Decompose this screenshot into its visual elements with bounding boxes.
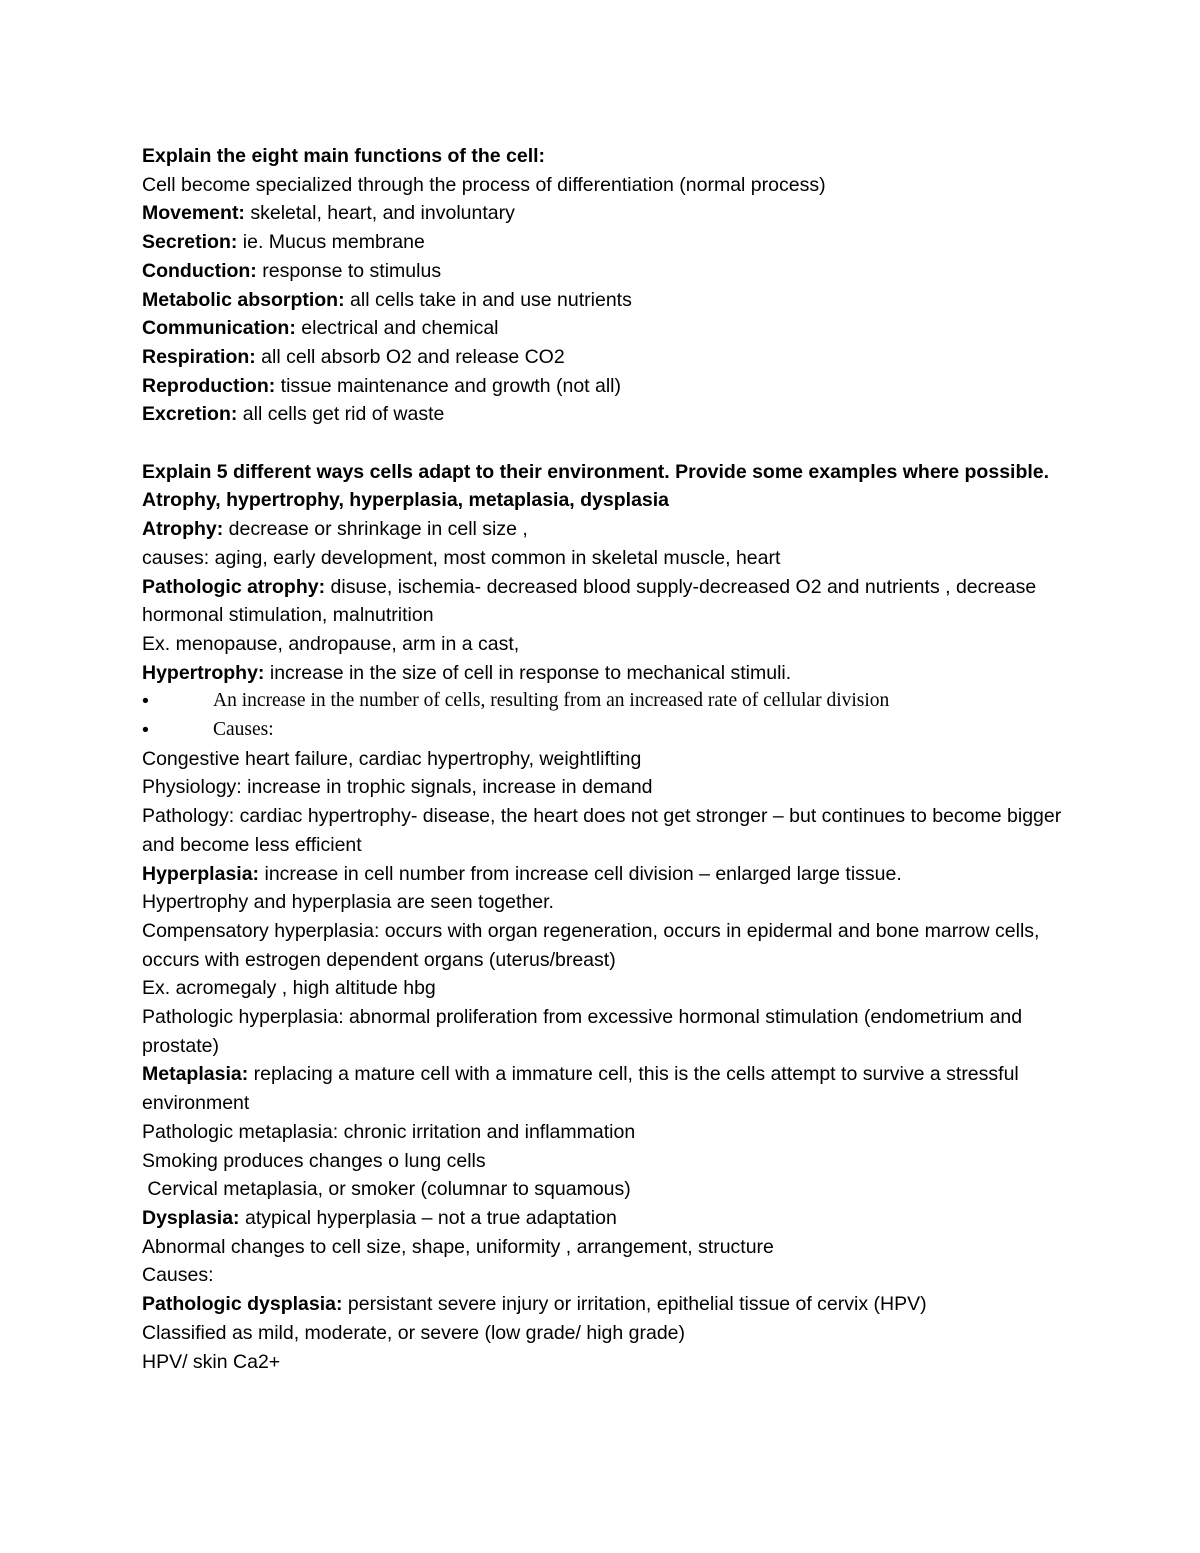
function-text: all cell absorb O2 and release CO2 <box>255 345 565 368</box>
function-item <box>142 257 1062 286</box>
section2-heading: Explain 5 different ways cells adapt to their environment. Provide some examples where possible. <box>142 460 1050 483</box>
hypertrophy-text: increase in the size of cell in response to mechanical stimuli. <box>264 661 792 684</box>
function-term: Conduction: <box>142 259 257 282</box>
pathologic-dysplasia-text: persistant severe injury or irritation, epithelial tissue of cervix (HPV) <box>342 1293 927 1316</box>
function-term: Excretion: <box>142 403 238 426</box>
text-line: Pathology: cardiac hypertrophy- disease, the heart does not get stronger – but continues to become bigger and become less efficient <box>142 805 1062 856</box>
text-line: HPV/ skin Ca2+ <box>142 1350 281 1373</box>
atrophy-example: Ex. menopause, andropause, arm in a cast, <box>142 632 520 655</box>
adaptation-list: Atrophy, hypertrophy, hyperplasia, metaplasia, dysplasia <box>142 489 670 512</box>
function-item <box>142 199 1062 228</box>
metaplasia-term: Metaplasia: <box>142 1063 249 1086</box>
function-item <box>142 372 1062 401</box>
function-text: all cells take in and use nutrients <box>344 288 632 311</box>
function-term: Communication: <box>142 317 296 340</box>
section1-intro: Cell become specialized through the process of differentiation (normal process) <box>142 173 826 196</box>
function-item <box>142 286 1062 315</box>
hyperplasia-definition <box>142 860 1062 889</box>
function-term: Respiration: <box>142 345 256 368</box>
text-line: Abnormal changes to cell size, shape, uniformity , arrangement, structure <box>142 1235 774 1258</box>
dysplasia-text: atypical hyperplasia – not a true adaptation <box>239 1207 617 1229</box>
text-line: Causes: <box>142 1264 214 1287</box>
bullet-item <box>142 687 1062 716</box>
bullet-text: An increase in the number of cells, resulting from an increased rate of cellular division <box>213 690 890 712</box>
function-text: response to stimulus <box>256 259 442 282</box>
text-line: Compensatory hyperplasia: occurs with organ regeneration, occurs in epidermal and bone marrow cells, occurs with estrogen dependent organs (uterus/breast) <box>142 919 1040 971</box>
function-term: Reproduction: <box>142 374 276 397</box>
text-line: Congestive heart failure, cardiac hypertrophy, weightlifting <box>142 747 642 770</box>
text-line: Physiology: increase in trophic signals, increase in demand <box>142 776 653 799</box>
function-term: Secretion: <box>142 231 238 254</box>
function-item <box>142 314 1062 343</box>
metaplasia-text: replacing a mature cell with a immature cell, this is the cells attempt to survive a stressful environment <box>142 1063 1019 1115</box>
hyperplasia-text: increase in cell number from increase cell division – enlarged large tissue. <box>259 862 902 885</box>
text-line: Classified as mild, moderate, or severe (low grade/ high grade) <box>142 1321 686 1344</box>
function-text: all cells get rid of waste <box>237 403 445 426</box>
bullet-icon: • <box>142 690 149 713</box>
paragraph-gap <box>142 429 1062 458</box>
bullet-item <box>142 716 1062 745</box>
text-line: Ex. acromegaly , high altitude hbg <box>142 977 436 1000</box>
function-text: electrical and chemical <box>295 317 499 340</box>
dysplasia-definition <box>142 1204 1062 1233</box>
function-item <box>142 343 1062 372</box>
function-item <box>142 400 1062 429</box>
atrophy-text: decrease or shrinkage in cell size , <box>223 518 528 541</box>
function-text: tissue maintenance and growth (not all) <box>275 374 622 397</box>
pathologic-atrophy <box>142 573 1062 630</box>
function-term: Metabolic absorption: <box>142 288 345 311</box>
atrophy-term: Atrophy: <box>142 518 224 541</box>
bullet-text: Causes: <box>213 719 274 741</box>
function-term: Movement: <box>142 202 245 225</box>
function-text: skeletal, heart, and involuntary <box>244 202 515 225</box>
pathologic-atrophy-term: Pathologic atrophy: <box>142 575 326 598</box>
hypertrophy-term: Hypertrophy: <box>142 661 265 684</box>
function-text: ie. Mucus membrane <box>237 231 425 254</box>
atrophy-definition <box>142 515 1062 544</box>
pathologic-atrophy-text: disuse, ischemia- decreased blood supply-decreased O2 and nutrients , decrease hormonal stimulation, malnutrition <box>142 575 1037 627</box>
section1-heading: Explain the eight main functions of the cell: <box>142 145 546 167</box>
text-line: Hypertrophy and hyperplasia are seen together. <box>142 891 554 914</box>
pathologic-dysplasia <box>142 1290 1062 1319</box>
document-page <box>142 142 1062 1376</box>
dysplasia-term: Dysplasia: <box>142 1207 240 1229</box>
pathologic-dysplasia-term: Pathologic dysplasia: <box>142 1293 343 1316</box>
text-line: Cervical metaplasia, or smoker (columnar to squamous) <box>142 1178 631 1201</box>
function-item <box>142 228 1062 257</box>
text-line: Pathologic hyperplasia: abnormal proliferation from excessive hormonal stimulation (endometrium and prostate) <box>142 1006 1023 1057</box>
text-line: Smoking produces changes o lung cells <box>142 1149 486 1172</box>
hyperplasia-term: Hyperplasia: <box>142 862 260 885</box>
bullet-icon: • <box>142 719 149 742</box>
text-line: Pathologic metaplasia: chronic irritation and inflammation <box>142 1120 636 1143</box>
metaplasia-definition <box>142 1060 1062 1117</box>
atrophy-causes: causes: aging, early development, most common in skeletal muscle, heart <box>142 546 781 569</box>
hypertrophy-definition <box>142 659 1062 688</box>
